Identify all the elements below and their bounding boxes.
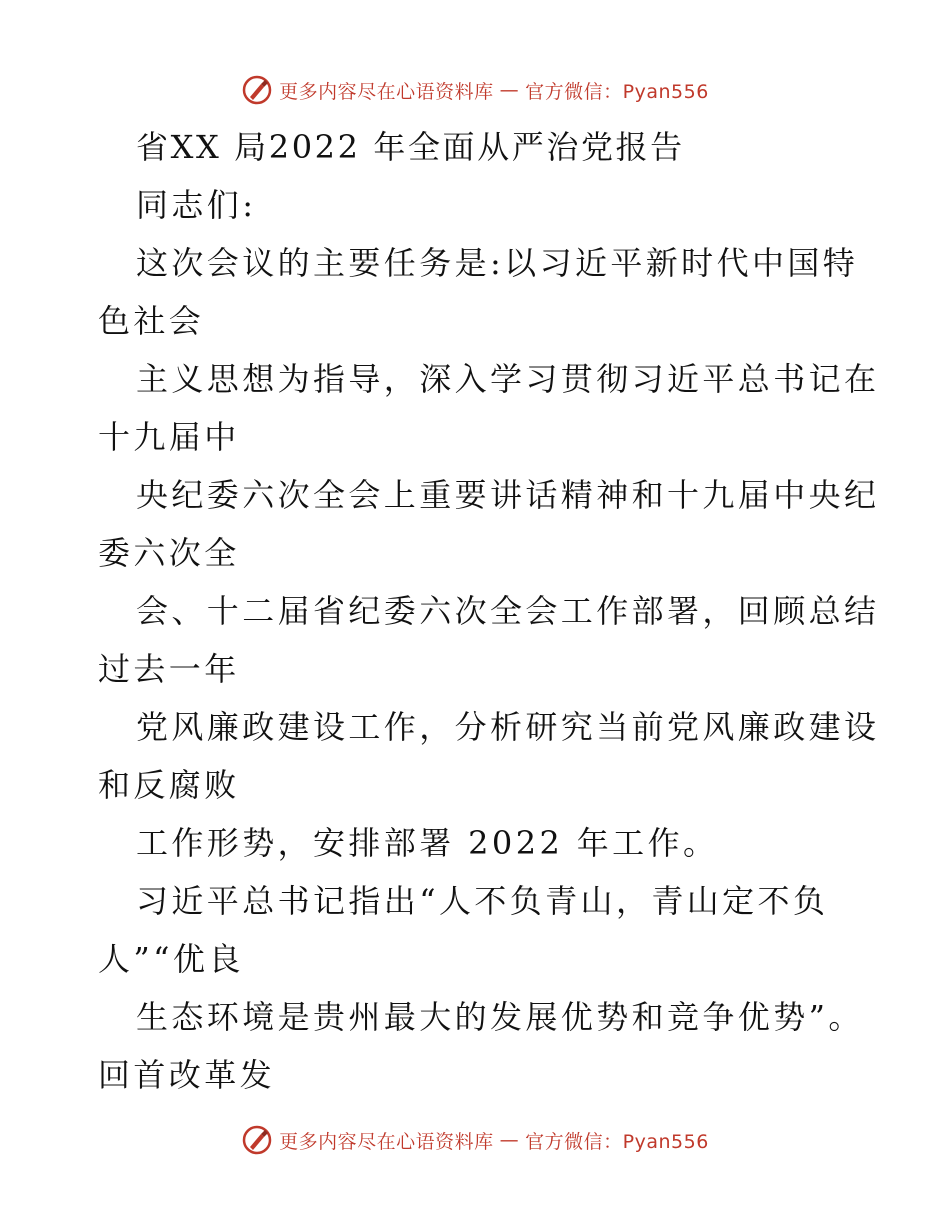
paragraph-line: 和反腐败 — [98, 766, 240, 804]
paragraph-line: 十九届中 — [98, 418, 240, 456]
paragraph-line: 党风廉政建设工作，分析研究当前党风廉政建设 — [136, 708, 880, 746]
paragraph-line: 委六次全 — [98, 534, 240, 572]
watermark-main-text: 更多内容尽在心语资料库 — [279, 80, 494, 103]
paragraph-line: 主义思想为指导，深入学习贯彻习近平总书记在 — [136, 360, 880, 398]
watermark-separator: — — [499, 79, 520, 101]
paragraph-line: 习近平总书记指出“人不负青山，青山定不负 — [136, 882, 829, 920]
watermark-banner — [241, 1124, 709, 1156]
paragraph-line: 人”“优良 — [98, 940, 244, 978]
pen-seal-icon — [241, 74, 273, 106]
watermark-contact-text: 官方微信：Pyan556 — [525, 80, 709, 103]
salutation: 同志们: — [136, 186, 257, 224]
page-header-watermark — [0, 70, 950, 110]
paragraph-line: 生态环境是贵州最大的发展优势和竞争优势”。 — [136, 998, 864, 1036]
paragraph-line: 会、十二届省纪委六次全会工作部署，回顾总结 — [136, 592, 880, 630]
paragraph-line: 工作形势，安排部署 2022 年工作。 — [136, 824, 719, 862]
watermark-contact-text: 官方微信：Pyan556 — [525, 1130, 709, 1153]
document-body — [98, 118, 880, 1104]
paragraph-line: 央纪委六次全会上重要讲话精神和十九届中央纪 — [136, 476, 880, 514]
watermark-separator: — — [499, 1129, 520, 1151]
paragraph-line: 回首改革发 — [98, 1056, 276, 1094]
paragraph-line: 这次会议的主要任务是:以习近平新时代中国特 — [136, 244, 859, 282]
page-footer-watermark — [0, 1120, 950, 1160]
paragraph-line: 色社会 — [98, 302, 205, 340]
document-title: 省XX 局2022 年全面从严治党报告 — [136, 128, 685, 166]
watermark-banner — [241, 74, 709, 106]
paragraph-line: 过去一年 — [98, 650, 240, 688]
watermark-main-text: 更多内容尽在心语资料库 — [279, 1130, 494, 1153]
pen-seal-icon — [241, 1124, 273, 1156]
